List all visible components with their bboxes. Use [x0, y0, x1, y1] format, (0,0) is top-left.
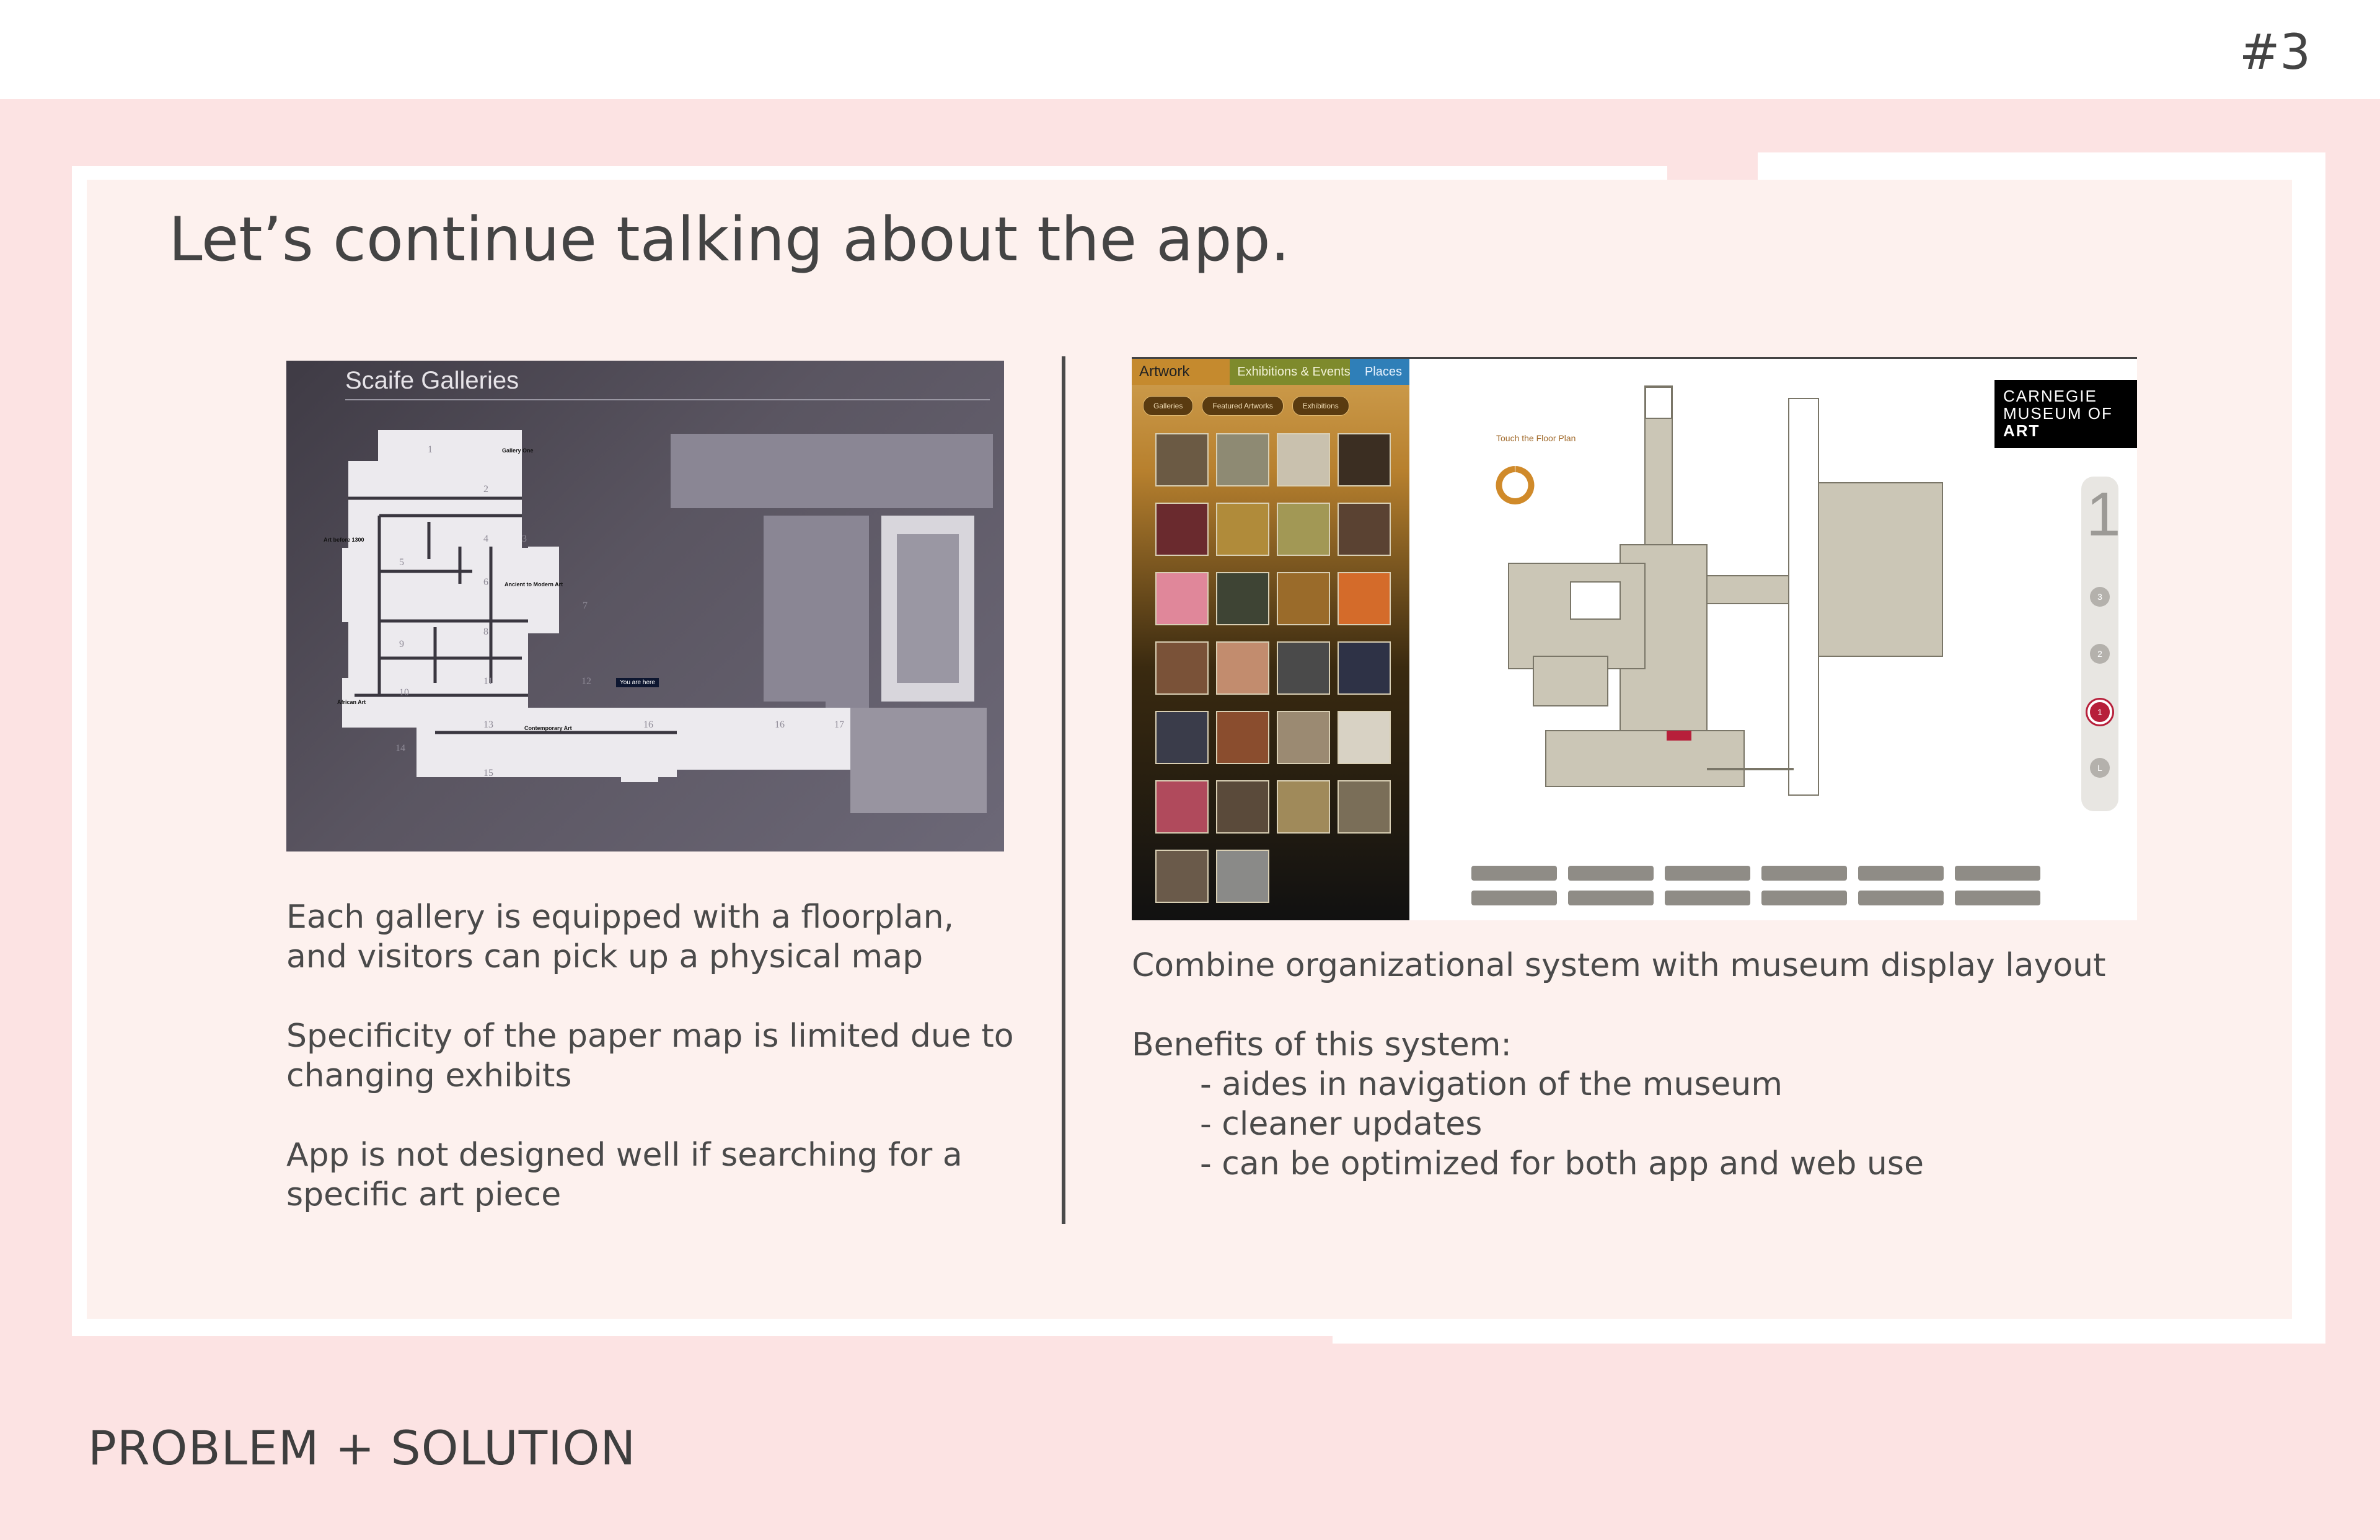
artwork-thumbnail[interactable]: [1338, 503, 1391, 556]
section-footer: PROBLEM + SOLUTION: [88, 1420, 637, 1476]
benefit-item-1: - aides in navigation of the museum: [1200, 1066, 1783, 1103]
svg-text:16: 16: [643, 719, 653, 730]
artwork-thumbnail[interactable]: [1216, 850, 1269, 903]
map-filter-row-1: [1471, 866, 2040, 881]
page-title: Let’s continue talking about the app.: [169, 205, 1290, 275]
left-paragraph-2: Specificity of the paper map is limited due to changing exhibits: [286, 1018, 1014, 1094]
artwork-thumbnail[interactable]: [1216, 503, 1269, 556]
left-paragraph-1: Each gallery is equipped with a floorplan, and visitors can pick up a physical map: [286, 899, 954, 975]
artwork-thumbnail[interactable]: [1338, 572, 1391, 625]
tab-artwork[interactable]: Artwork: [1132, 359, 1230, 385]
left-paragraph-3: App is not designed well if searching for a specific art piece: [286, 1137, 963, 1213]
level-button-lower[interactable]: L: [2090, 758, 2110, 778]
artwork-thumbnail[interactable]: [1155, 850, 1209, 903]
level-button-3[interactable]: 3: [2090, 587, 2110, 607]
app-subtabs: [1143, 396, 1349, 416]
svg-text:8: 8: [483, 627, 488, 637]
svg-text:14: 14: [395, 743, 405, 754]
artwork-thumbnail[interactable]: [1155, 641, 1209, 695]
svg-text:9: 9: [399, 639, 404, 649]
artwork-thumbnail[interactable]: [1277, 572, 1330, 625]
you-are-here-marker: You are here: [616, 678, 659, 687]
map-label-african-art: African Art: [337, 699, 366, 705]
artwork-thumbnail[interactable]: [1216, 780, 1269, 834]
benefit-item-2: - cleaner updates: [1200, 1106, 1483, 1143]
column-divider: [1062, 356, 1065, 1224]
artwork-thumbnail[interactable]: [1277, 641, 1330, 695]
tab-exhibitions-events[interactable]: Exhibitions & Events: [1230, 359, 1350, 385]
svg-text:3: 3: [522, 534, 527, 544]
map-filter-button[interactable]: [1858, 891, 1944, 905]
map-filter-button[interactable]: [1761, 891, 1847, 905]
artwork-thumbnail[interactable]: [1216, 641, 1269, 695]
svg-text:1: 1: [428, 444, 433, 455]
svg-text:13: 13: [483, 719, 493, 730]
subtab-galleries[interactable]: Galleries: [1143, 396, 1193, 416]
map-filter-row-2: [1471, 891, 2040, 905]
artwork-thumbnail[interactable]: [1277, 503, 1330, 556]
photo-title: Scaife Galleries: [345, 367, 519, 394]
app-tab-bar: [1132, 359, 1409, 385]
map-filter-button[interactable]: [1665, 866, 1750, 881]
map-filter-button[interactable]: [1568, 866, 1654, 881]
current-level: 1: [2086, 480, 2121, 549]
benefits-title: Benefits of this system:: [1132, 1026, 1512, 1063]
artwork-thumbnail[interactable]: [1338, 641, 1391, 695]
svg-text:4: 4: [483, 534, 488, 544]
svg-text:15: 15: [483, 768, 493, 778]
floorplan-photo: [286, 361, 1004, 851]
subtab-featured-artworks[interactable]: Featured Artworks: [1202, 396, 1283, 416]
svg-text:2: 2: [483, 484, 488, 495]
svg-text:10: 10: [399, 687, 409, 698]
artwork-thumbnail[interactable]: [1155, 711, 1209, 764]
svg-text:5: 5: [399, 557, 404, 568]
artwork-thumbnail[interactable]: [1338, 780, 1391, 834]
benefit-item-3: - can be optimized for both app and web use: [1200, 1145, 1924, 1182]
map-filter-button[interactable]: [1665, 891, 1750, 905]
artwork-thumbnail[interactable]: [1277, 711, 1330, 764]
artwork-thumbnail[interactable]: [1155, 572, 1209, 625]
artwork-thumbnail[interactable]: [1338, 711, 1391, 764]
svg-text:17: 17: [834, 719, 844, 730]
app-floor-plan[interactable]: [1409, 359, 2137, 920]
app-sidebar: [1132, 359, 1409, 920]
subtab-exhibitions[interactable]: Exhibitions: [1292, 396, 1349, 416]
artwork-thumbnail[interactable]: [1277, 780, 1330, 834]
artwork-thumbnail[interactable]: [1155, 503, 1209, 556]
carnegie-logo: CARNEGIE MUSEUM OF ART: [1994, 380, 2137, 448]
map-label-ancient-modern: Ancient to Modern Art: [505, 581, 563, 587]
artwork-thumbnail[interactable]: [1216, 572, 1269, 625]
artwork-thumbnail[interactable]: [1155, 780, 1209, 834]
artwork-thumbnail[interactable]: [1216, 433, 1269, 486]
floorplan-drawing: [286, 361, 1004, 851]
map-label-gallery-one: Gallery One: [502, 447, 534, 454]
svg-text:11: 11: [483, 676, 493, 687]
map-filter-button[interactable]: [1955, 866, 2040, 881]
svg-text:16: 16: [775, 719, 785, 730]
artwork-thumbnail[interactable]: [1155, 433, 1209, 486]
tab-places[interactable]: Places: [1350, 359, 1409, 385]
map-label-art-before-1300: Art before 1300: [324, 537, 364, 543]
right-caption: Combine organizational system with museum display layout: [1132, 947, 2106, 984]
top-bar: [0, 0, 2380, 99]
svg-text:6: 6: [483, 577, 488, 587]
svg-text:12: 12: [581, 676, 591, 687]
map-label-contemporary: Contemporary Art: [524, 725, 572, 731]
artwork-thumbnail[interactable]: [1277, 433, 1330, 486]
svg-text:7: 7: [583, 601, 588, 611]
map-filter-button[interactable]: [1955, 891, 2040, 905]
map-filter-button[interactable]: [1858, 866, 1944, 881]
map-filter-button[interactable]: [1471, 866, 1557, 881]
map-filter-button[interactable]: [1568, 891, 1654, 905]
app-screenshot: [1132, 357, 2137, 920]
touch-floor-plan-label: Touch the Floor Plan: [1496, 433, 1576, 443]
level-button-1[interactable]: 1: [2087, 700, 2112, 724]
level-selector: [2081, 477, 2121, 811]
artwork-thumbnail[interactable]: [1338, 433, 1391, 486]
map-filter-button[interactable]: [1471, 891, 1557, 905]
slide-number: #3: [2239, 25, 2311, 81]
map-filter-button[interactable]: [1761, 866, 1847, 881]
artwork-thumbnail[interactable]: [1216, 711, 1269, 764]
level-button-2[interactable]: 2: [2090, 644, 2110, 664]
